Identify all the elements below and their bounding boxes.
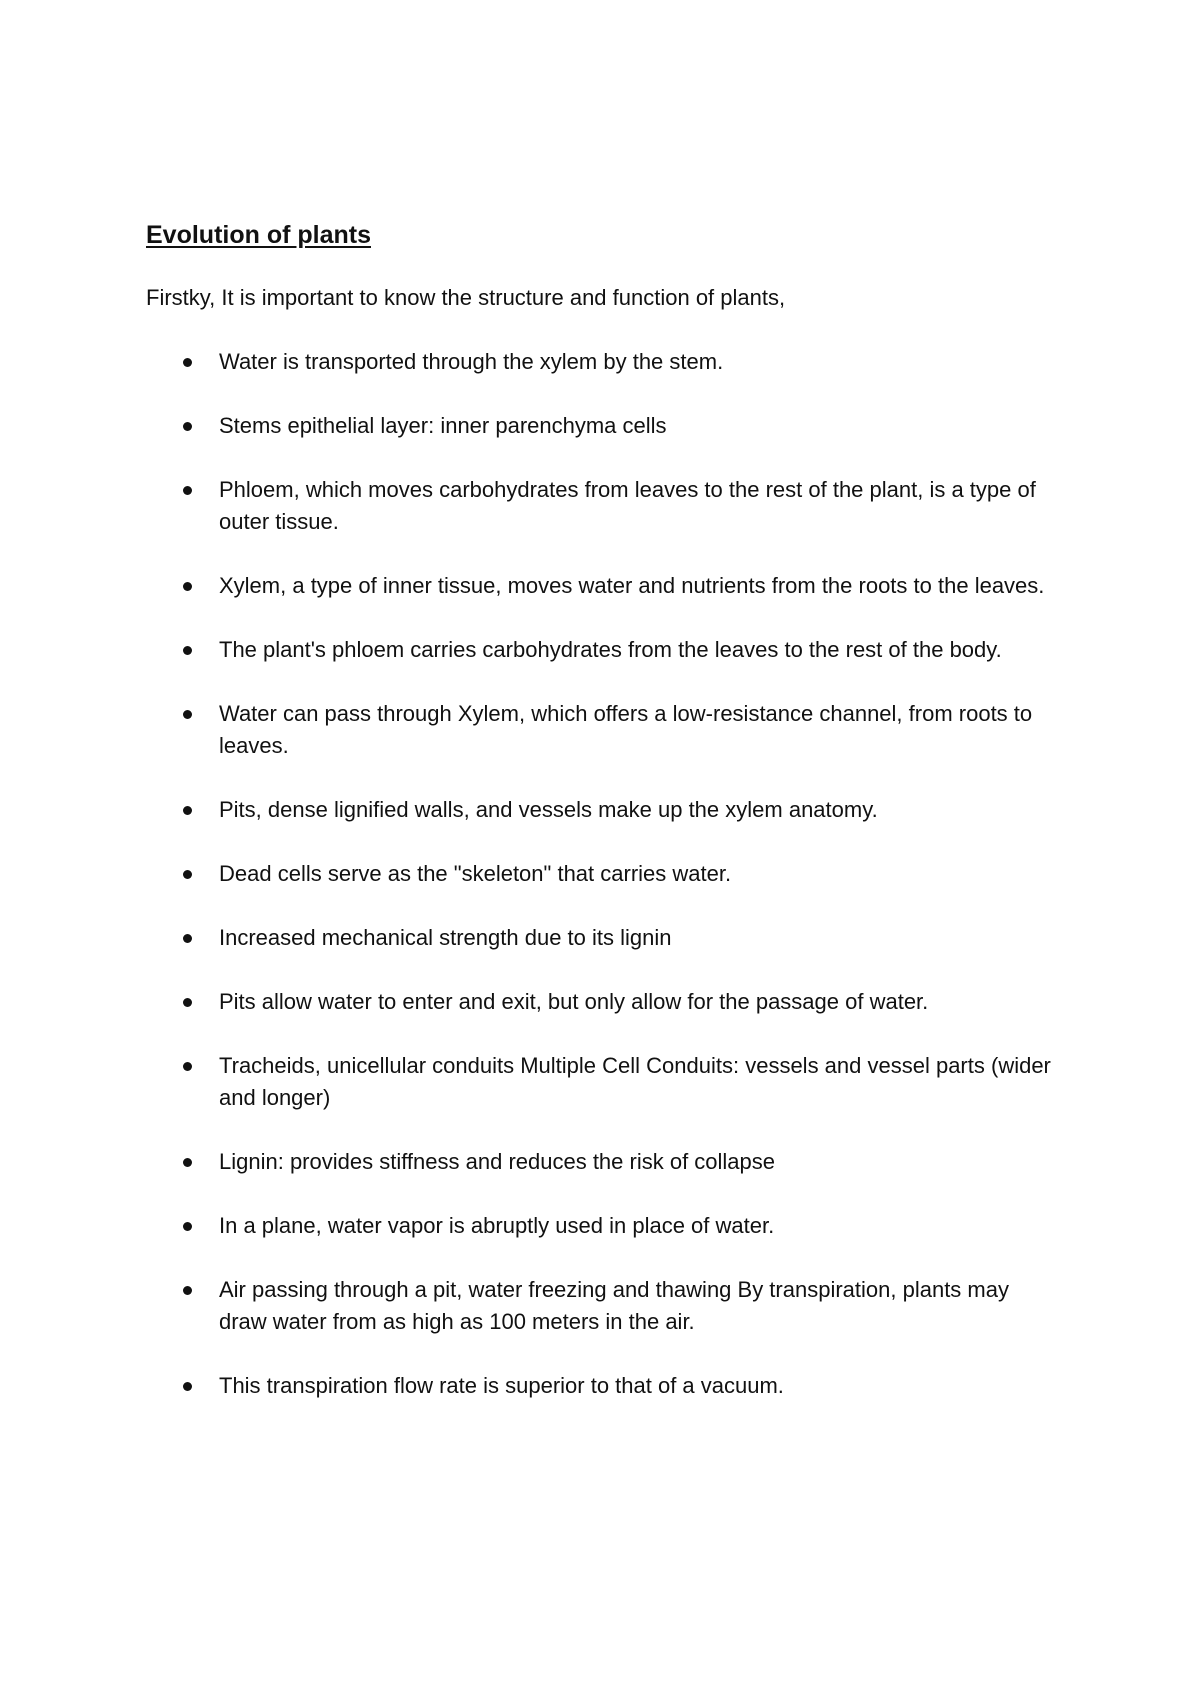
bullet-dot-icon bbox=[183, 582, 192, 591]
bullet-text: Lignin: provides stiffness and reduces the risk of collapse bbox=[219, 1149, 776, 1174]
bullet-dot-icon bbox=[183, 934, 192, 943]
bullet-dot-icon bbox=[183, 1222, 192, 1231]
bullet-text: Increased mechanical strength due to its lignin bbox=[219, 925, 672, 950]
bullet-text: Pits, dense lignified walls, and vessels make up the xylem anatomy. bbox=[219, 797, 878, 822]
document-body bbox=[146, 218, 1056, 1434]
bullet-dot-icon bbox=[183, 998, 192, 1007]
bullet-text: Xylem, a type of inner tissue, moves water and nutrients from the roots to the leaves. bbox=[219, 573, 1045, 598]
bullet-item bbox=[146, 1146, 1056, 1178]
bullet-text: Air passing through a pit, water freezing and thawing By transpiration, plants may draw water from as high as 100 meters in the air. bbox=[219, 1277, 1009, 1334]
bullet-item bbox=[146, 1370, 1056, 1402]
bullet-text: Pits allow water to enter and exit, but only allow for the passage of water. bbox=[219, 989, 929, 1014]
bullet-text: This transpiration flow rate is superior to that of a vacuum. bbox=[219, 1373, 784, 1398]
bullet-item bbox=[146, 858, 1056, 890]
bullet-dot-icon bbox=[183, 1158, 192, 1167]
bullet-list bbox=[146, 346, 1056, 1402]
bullet-dot-icon bbox=[183, 1382, 192, 1391]
bullet-dot-icon bbox=[183, 646, 192, 655]
bullet-text: Phloem, which moves carbohydrates from leaves to the rest of the plant, is a type of outer tissue. bbox=[219, 477, 1036, 534]
bullet-item bbox=[146, 1050, 1056, 1114]
bullet-item bbox=[146, 698, 1056, 762]
bullet-item bbox=[146, 922, 1056, 954]
intro-paragraph: Firstky, It is important to know the structure and function of plants, bbox=[146, 285, 786, 310]
bullet-item bbox=[146, 794, 1056, 826]
bullet-text: Dead cells serve as the "skeleton" that carries water. bbox=[219, 861, 732, 886]
bullet-dot-icon bbox=[183, 710, 192, 719]
document-title: Evolution of plants bbox=[146, 221, 371, 249]
bullet-item bbox=[146, 474, 1056, 538]
bullet-dot-icon bbox=[183, 486, 192, 495]
bullet-dot-icon bbox=[183, 422, 192, 431]
bullet-dot-icon bbox=[183, 1062, 192, 1071]
bullet-text: In a plane, water vapor is abruptly used in place of water. bbox=[219, 1213, 775, 1238]
bullet-item bbox=[146, 1210, 1056, 1242]
bullet-text: Stems epithelial layer: inner parenchyma cells bbox=[219, 413, 667, 438]
bullet-dot-icon bbox=[183, 870, 192, 879]
bullet-text: Tracheids, unicellular conduits Multiple Cell Conduits: vessels and vessel parts (wider and longer) bbox=[219, 1053, 1051, 1110]
bullet-dot-icon bbox=[183, 1286, 192, 1295]
bullet-dot-icon bbox=[183, 358, 192, 367]
bullet-item bbox=[146, 1274, 1056, 1338]
bullet-dot-icon bbox=[183, 806, 192, 815]
bullet-item bbox=[146, 986, 1056, 1018]
bullet-item bbox=[146, 634, 1056, 666]
bullet-text: Water can pass through Xylem, which offers a low-resistance channel, from roots to leaves. bbox=[219, 701, 1033, 758]
bullet-item bbox=[146, 346, 1056, 378]
bullet-text: The plant's phloem carries carbohydrates from the leaves to the rest of the body. bbox=[219, 637, 1002, 662]
bullet-text: Water is transported through the xylem by the stem. bbox=[219, 349, 724, 374]
bullet-item bbox=[146, 410, 1056, 442]
bullet-item bbox=[146, 570, 1056, 602]
